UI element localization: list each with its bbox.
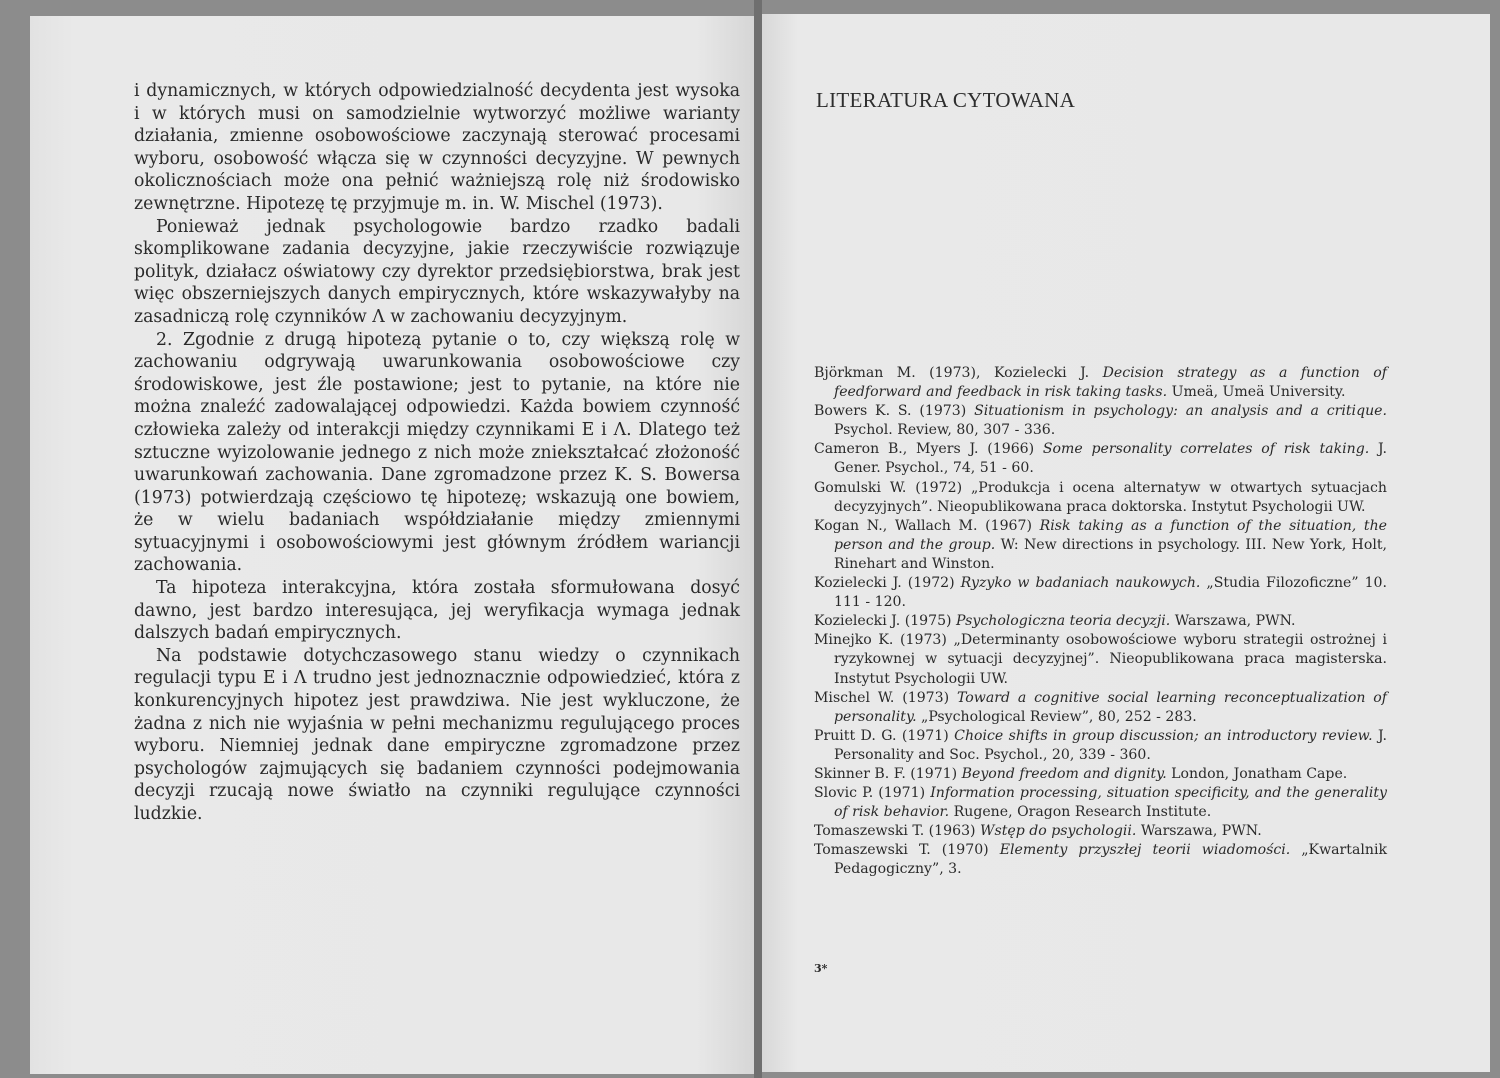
reference-item: Minejko K. (1973) „Determinanty osobowościowe wyboru strategii ostrożnej i ryzykownej w sytuacji decyzyjnej”. Nieopublikowana praca magisterska. Instytut Psychologii UW. (814, 632, 1387, 687)
page-title: LITERATURA CYTOWANA (816, 88, 1076, 112)
right-page (762, 14, 1490, 1072)
reference-item: Skinner B. F. (1971) Beyond freedom and dignity. London, Jonatham Cape. (814, 765, 1348, 782)
reference-item: Pruitt D. G. (1971) Choice shifts in group discussion; an introductory review. J. Personality and Soc. Psychol., 20, 339 - 360. (814, 727, 1387, 763)
reference-item: Tomaszewski T. (1963) Wstęp do psychologii. Warszawa, PWN. (814, 823, 1262, 840)
page-number: 3* (814, 962, 828, 975)
reference-item: Kozielecki J. (1972) Ryzyko w badaniach naukowych. „Studia Filozoficzne” 10. 111 - 120. (814, 575, 1387, 611)
reference-item: Björkman M. (1973), Kozielecki J. Decision strategy as a function of feedforward and feedback in risk taking tasks. Umeä, Umeä University. (814, 365, 1387, 401)
reference-item: Kozielecki J. (1975) Psychologiczna teoria decyzji. Warszawa, PWN. (814, 613, 1296, 630)
reference-item: Cameron B., Myers J. (1966) Some personality correlates of risk taking. J. Gener. Psychol., 74, 51 - 60. (814, 441, 1388, 477)
paragraph-4: Ta hipoteza interakcyjna, która została sformułowana dosyć dawno, jest bardzo interesująca, jej weryfikacja wymaga jednak dalszych badań empirycznych. (134, 578, 740, 644)
reference-item: Bowers K. S. (1973) Situationism in psychology: an analysis and a critique. Psychol. Review, 80, 307 - 336. (814, 403, 1387, 439)
left-body-text (134, 80, 740, 826)
paragraph-3: 2. Zgodnie z drugą hipotezą pytanie o to, czy większą rolę w zachowaniu odgrywają uwarunkowania osobowościowe czy środowiskowe, jest źle postawione; jest to pytanie, na które nie można znaleźć zadowalającej odpowiedzi. Każda bowiem czynność człowieka zależy od interakcji między czynnikami E i Λ. Dlatego też sztuczne wyizolowanie jednego z nich może zniekształcać złożoność uwarunkowań zachowania. Dane zgromadzone przez K. S. Bowersa (1973) potwierdzają częściowo tę hipotezę; wskazują one bowiem, że w wielu badaniach współdziałanie między zmiennymi sytuacyjnymi i osobowościowymi jest głównym źródłem wariancji zachowania. (134, 329, 740, 576)
paragraph-1: i dynamicznych, w których odpowiedzialność decydenta jest wysoka i w których musi on samodzielnie wytworzyć możliwe warianty działania, zmienne osobowościowe zaczynają sterować procesami wyboru, osobowość włącza się w czynności decyzyjne. W pewnych okolicznościach może ona pełnić ważniejszą rolę niż środowisko zewnętrzne. Hipotezę tę przyjmuje m. in. W. Mischel (1973). (134, 81, 740, 214)
reference-item: Gomulski W. (1972) „Produkcja i ocena alternatyw w otwartych sytuacjach decyzyjnych”. Nieopublikowana praca doktorska. Instytut Psychologii UW. (814, 479, 1387, 515)
reference-list (814, 364, 1387, 880)
reference-item: Mischel W. (1973) Toward a cognitive social learning reconceptualization of personality. „Psychological Review”, 80, 252 - 283. (814, 689, 1388, 725)
left-page (30, 16, 754, 1074)
reference-item: Slovic P. (1971) Information processing, situation specificity, and the generality of risk behavior. Rugene, Oragon Research Institute. (814, 785, 1387, 821)
book-gutter (754, 0, 762, 1078)
paragraph-5: Na podstawie dotychczasowego stanu wiedzy o czynnikach regulacji typu E i Λ trudno jest jednoznacznie odpowiedzieć, która z konkurencyjnych hipotez jest prawdziwa. Nie jest wykluczone, że żadna z nich nie wyjaśnia w pełni mechanizmu regulującego proces wyboru. Niemniej jednak dane empiryczne zgromadzone przez psychologów zajmujących się badaniem czynności podejmowania decyzji rzucają nowe światło na czynniki regulujące czynności ludzkie. (134, 645, 740, 824)
reference-item: Tomaszewski T. (1970) Elementy przyszłej teorii wiadomości. „Kwartalnik Pedagogiczny”, 3. (814, 842, 1387, 878)
reference-item: Kogan N., Wallach M. (1967) Risk taking as a function of the situation, the person and the group. W: New directions in psychology. III. New York, Holt, Rinehart and Winston. (814, 517, 1387, 572)
paragraph-2: Ponieważ jednak psychologowie bardzo rzadko badali skomplikowane zadania decyzyjne, jakie rzeczywiście rozwiązuje polityk, działacz oświatowy czy dyrektor przedsiębiorstwa, brak jest więc obszerniejszych danych empirycznych, które wskazywałyby na zasadniczą rolę czynników Λ w zachowaniu decyzyjnym. (134, 216, 740, 327)
